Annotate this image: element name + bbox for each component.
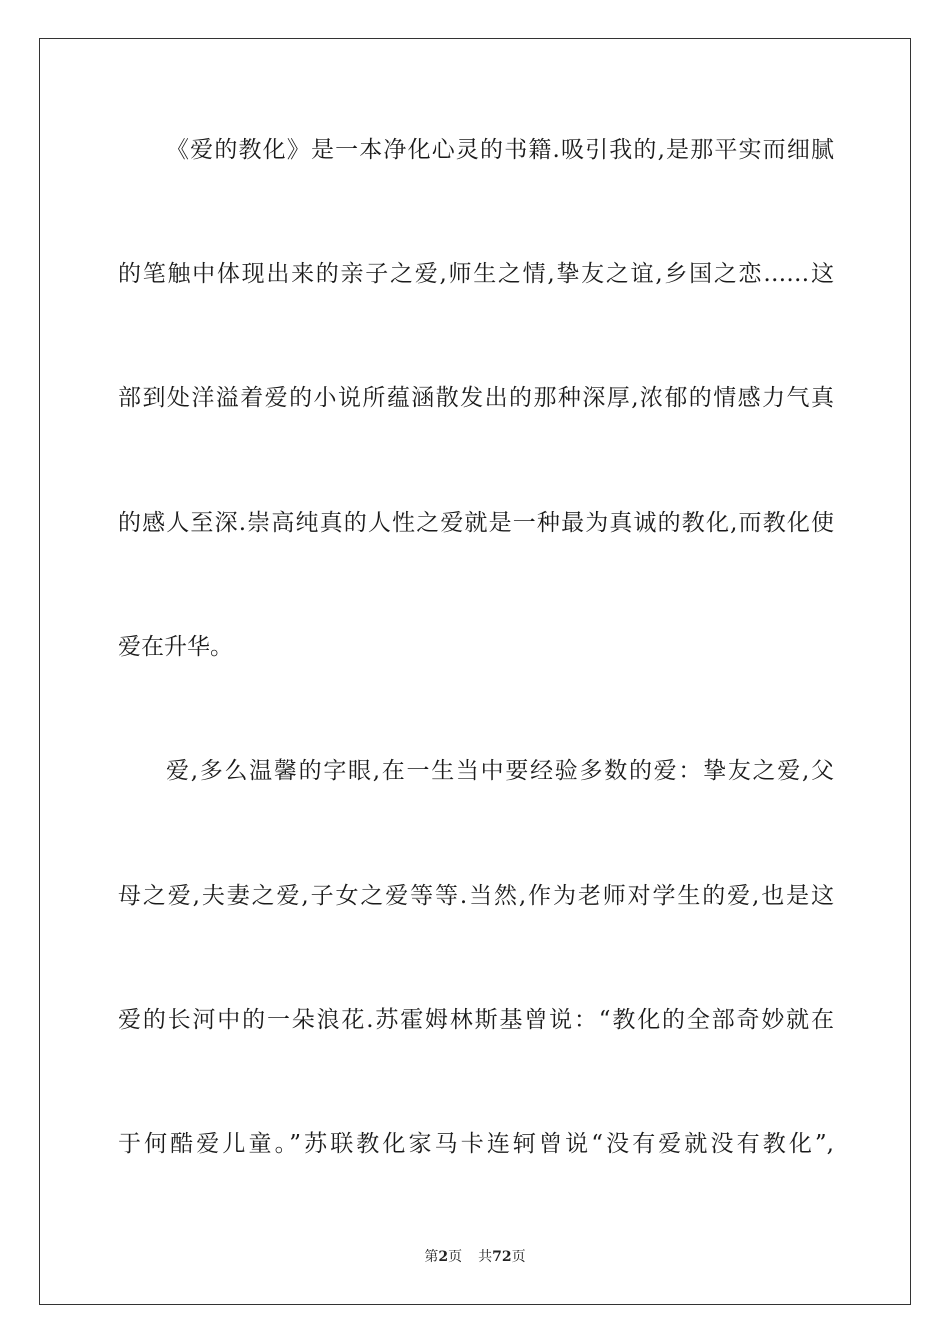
page-prefix: 第	[424, 1249, 439, 1265]
text-line: 部到处洋溢着爱的小说所蕴涵散发出的那种深厚,浓郁的情感力气真	[118, 385, 834, 411]
text-line: 爱在升华。	[118, 634, 233, 660]
text-line: 爱的长河中的一朵浪花.苏霍姆林斯基曾说：“教化的全部奇妙就在	[118, 1007, 834, 1033]
text-line: 爱,多么温馨的字眼,在一生当中要经验多数的爱：挚友之爱,父	[166, 758, 834, 784]
total-pages: 72	[492, 1249, 512, 1265]
total-prefix: 共	[478, 1249, 493, 1265]
page-suffix: 页	[448, 1249, 463, 1265]
page-border	[39, 38, 911, 1305]
text-line: 的感人至深.崇高纯真的人性之爱就是一种最为真诚的教化,而教化使	[118, 510, 834, 536]
page-number: 2	[438, 1249, 449, 1265]
text-line: 《爱的教化》是一本净化心灵的书籍.吸引我的,是那平实而细腻	[166, 137, 834, 163]
text-line: 母之爱,夫妻之爱,子女之爱等等.当然,作为老师对学生的爱,也是这	[118, 883, 834, 909]
page-footer	[0, 1247, 950, 1267]
total-suffix: 页	[511, 1249, 526, 1265]
text-line: 的笔触中体现出来的亲子之爱,师生之情,挚友之谊,乡国之恋……这	[118, 261, 834, 287]
text-line: 于何酷爱儿童。”苏联教化家马卡连轲曾说“没有爱就没有教化”,	[118, 1131, 834, 1157]
